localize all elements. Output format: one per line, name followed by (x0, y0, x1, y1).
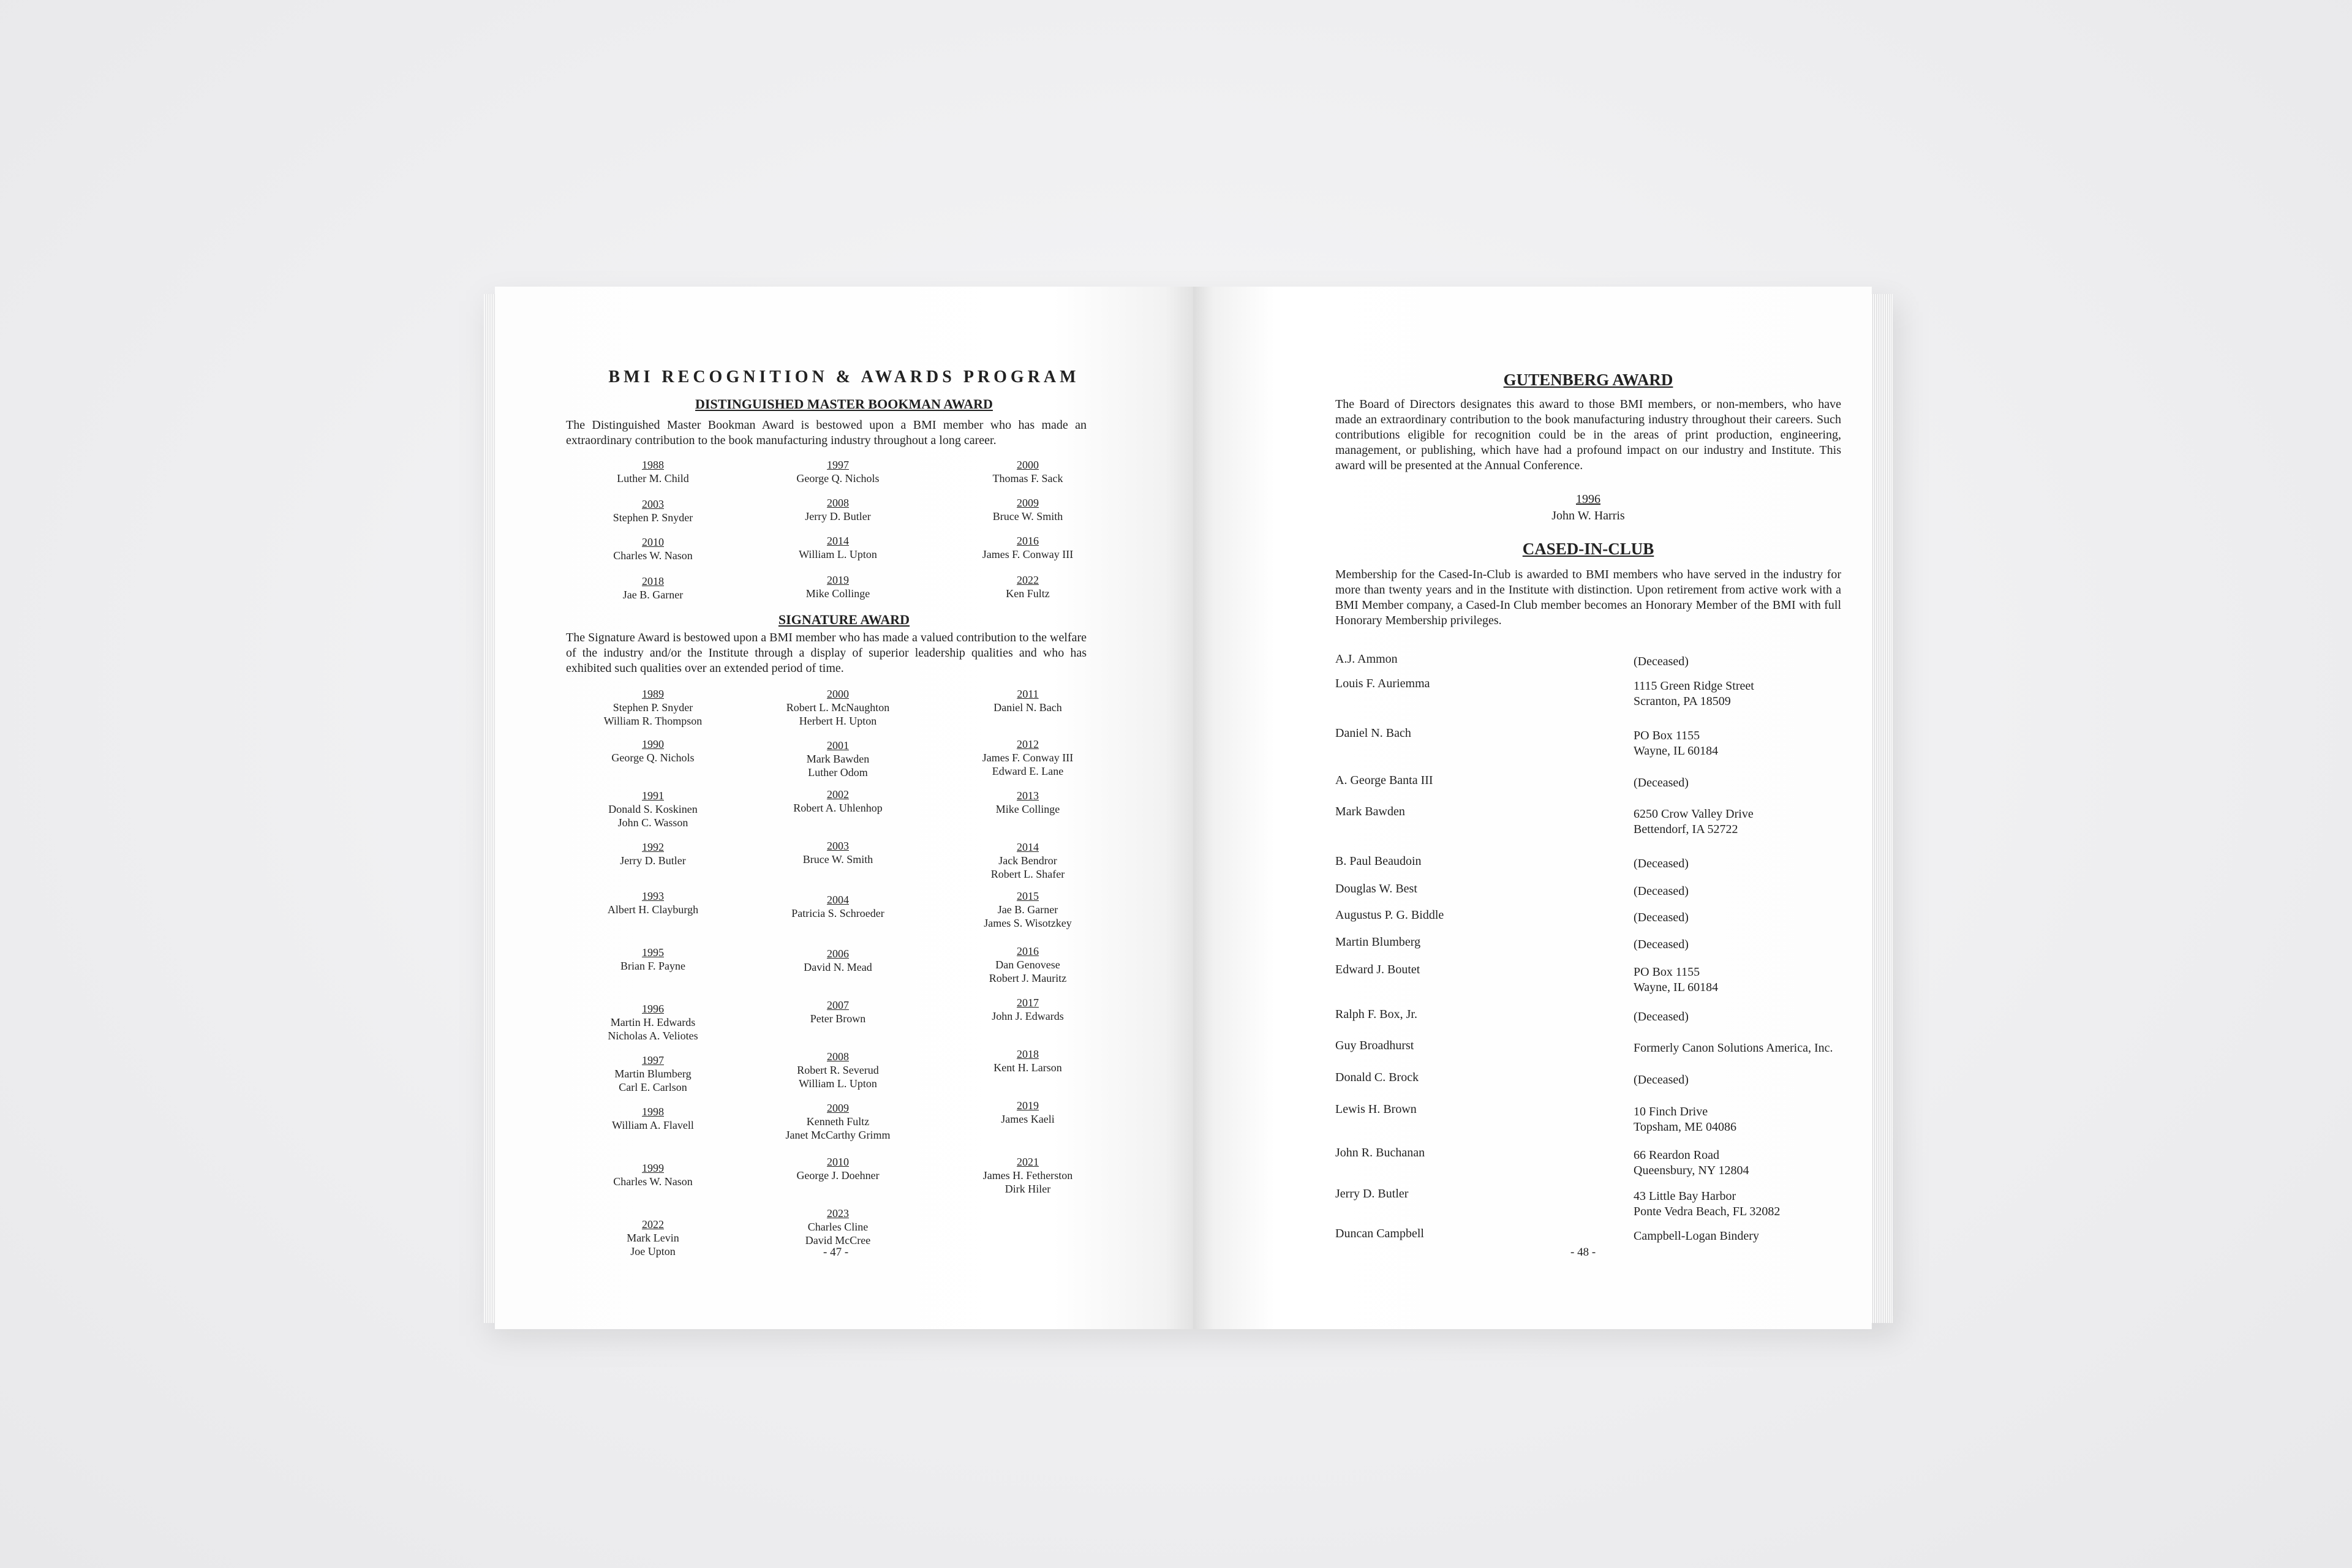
recipients-column (936, 458, 1120, 611)
dmba-heading: DISTINGUISHED MASTER BOOKMAN AWARD (695, 396, 993, 412)
recipient-name: John C. Wasson (617, 816, 688, 829)
signature-recipients-grid (566, 687, 1129, 1267)
member-name: Guy Broadhurst (1335, 1039, 1414, 1052)
recipient-name: Jerry D. Butler (805, 510, 871, 522)
member-info-line: Topsham, ME 04086 (1634, 1120, 1737, 1134)
award-year: 2006 (827, 948, 849, 960)
recipient-name: David McCree (805, 1234, 871, 1246)
member-info-line: Scranton, PA 18509 (1634, 695, 1731, 708)
member-name: Edward J. Boutet (1335, 963, 1420, 976)
recipient-name: Dirk Hiler (1005, 1183, 1051, 1195)
recipient-name: Mark Bawden (806, 753, 870, 765)
dmba-description: The Distinguished Master Bookman Award is bestowed upon a BMI member who has made an extraordinary contribution to the book manufacturing industry throughout a long career. (566, 418, 1087, 447)
award-entry (740, 496, 936, 534)
gutenberg-recipient (1335, 491, 1841, 524)
recipient-name: Ken Fultz (1006, 587, 1050, 600)
page-title: BMI RECOGNITION & AWARDS PROGRAM (608, 368, 1080, 386)
member-info-line: PO Box 1155 (1634, 965, 1700, 979)
member-info-line: 1115 Green Ridge Street (1634, 679, 1754, 693)
recipient-name: Brian F. Payne (620, 960, 686, 972)
recipient-name: George Q. Nichols (796, 472, 880, 484)
award-entry (936, 944, 1120, 996)
award-entry (740, 573, 936, 610)
member-info (1634, 1148, 1749, 1178)
recipient-name: Albert H. Clayburgh (607, 903, 699, 916)
award-entry (566, 458, 740, 497)
page-number-48: - 48 - (1570, 1246, 1596, 1259)
award-year: 2003 (642, 498, 664, 510)
award-entry (566, 1161, 740, 1218)
recipient-name: George J. Doehner (796, 1169, 880, 1182)
award-entry (740, 1155, 936, 1207)
award-entry (566, 497, 740, 535)
member-info-line: (Deceased) (1634, 776, 1689, 790)
member-info (1634, 1189, 1780, 1219)
member-name: A.J. Ammon (1335, 652, 1398, 666)
member-info (1634, 654, 1689, 669)
award-year: 2004 (827, 894, 849, 906)
member-info (1634, 775, 1689, 791)
member-info-line: Ponte Vedra Beach, FL 32082 (1634, 1205, 1781, 1218)
recipient-name: Peter Brown (810, 1012, 866, 1025)
member-name: A. George Banta III (1335, 774, 1433, 787)
award-year: 2018 (1017, 1048, 1039, 1060)
member-info-line: (Deceased) (1634, 857, 1689, 870)
award-entry (740, 739, 936, 788)
award-entry (566, 840, 740, 889)
member-name: Augustus P. G. Biddle (1335, 908, 1444, 922)
recipient-name: Kent H. Larson (993, 1061, 1062, 1074)
recipient-name: Edward E. Lane (992, 765, 1064, 777)
award-entry (566, 1054, 740, 1105)
award-year: 2010 (827, 1156, 849, 1168)
award-year: 1998 (642, 1106, 664, 1118)
member-name: Donald C. Brock (1335, 1071, 1419, 1084)
award-entry (936, 573, 1120, 610)
recipient-name: Mark Levin (627, 1232, 679, 1244)
recipient-name: James Kaeli (1001, 1113, 1055, 1125)
award-year: 2016 (1017, 945, 1039, 957)
gutenberg-heading: GUTENBERG AWARD (1503, 371, 1673, 389)
recipient-name: Bruce W. Smith (802, 853, 873, 865)
member-info (1634, 807, 1754, 837)
recipient-name: Stephen P. Snyder (612, 701, 693, 714)
dmba-recipients-grid (566, 458, 1129, 611)
award-entry (936, 840, 1120, 889)
member-name: Duncan Campbell (1335, 1227, 1424, 1240)
recipient-name: William R. Thompson (603, 715, 703, 727)
award-entry (566, 1002, 740, 1054)
member-info (1634, 884, 1689, 899)
award-year: 1988 (642, 459, 664, 471)
recipient-name: Charles W. Nason (613, 1175, 693, 1188)
recipient-name: James H. Fetherston (982, 1169, 1073, 1182)
member-info (1634, 965, 1718, 995)
member-info-line: (Deceased) (1634, 884, 1689, 898)
recipient-name: Robert L. Shafer (990, 868, 1065, 880)
award-entry (936, 789, 1120, 840)
award-entry (936, 687, 1120, 737)
award-year: 2018 (642, 575, 664, 587)
recipient-name: Luther Odom (808, 766, 868, 778)
member-info-line: (Deceased) (1634, 1010, 1689, 1023)
member-info (1634, 910, 1689, 925)
recipient-name: Jae B. Garner (622, 589, 684, 601)
recipients-column (740, 687, 936, 1267)
member-info-line: Wayne, IL 60184 (1634, 744, 1719, 758)
member-info-line: (Deceased) (1634, 1073, 1689, 1087)
award-year: 1993 (642, 890, 664, 902)
member-info-line: (Deceased) (1634, 655, 1689, 668)
member-info (1634, 1072, 1689, 1088)
award-entry (566, 575, 740, 611)
recipient-name: Martin Blumberg (614, 1068, 692, 1080)
member-info (1634, 1041, 1833, 1056)
recipient-name: William A. Flavell (612, 1119, 694, 1131)
recipient-name: William L. Upton (799, 548, 877, 560)
award-year: 1992 (642, 841, 664, 853)
gutenberg-description: The Board of Directors designates this award to those BMI members, or non-members, who have made an extraordinary contribution to the book manufacturing industry throughout their careers. Such contributions eligible for recognition could be in the areas of print production, engineering, management, or publishing, which have had a profound impact on our industry and Institute. This award will be presented at the Annual Conference. (1335, 398, 1841, 472)
recipient-name: Janet McCarthy Grimm (785, 1129, 891, 1141)
award-entry (566, 535, 740, 575)
member-info (1634, 1229, 1759, 1244)
recipient-name: Jerry D. Butler (620, 854, 686, 867)
award-entry (740, 788, 936, 839)
award-year: 2003 (827, 840, 849, 852)
member-info (1634, 856, 1689, 872)
recipient-name: Robert A. Uhlenhop (793, 802, 883, 814)
award-entry (936, 534, 1120, 573)
signature-heading: SIGNATURE AWARD (778, 612, 910, 627)
award-entry (740, 893, 936, 947)
member-name: Lewis H. Brown (1335, 1102, 1417, 1116)
member-info-line: 6250 Crow Valley Drive (1634, 807, 1754, 821)
member-name: Mark Bawden (1335, 805, 1405, 818)
award-year: 2008 (827, 1050, 849, 1063)
recipient-name: Herbert H. Upton (799, 715, 877, 727)
recipient-name: Daniel N. Bach (993, 701, 1062, 714)
award-year: 1997 (642, 1054, 664, 1066)
cased-in-club-members (1335, 652, 1872, 1243)
award-year: 2019 (1017, 1099, 1039, 1112)
award-entry (566, 737, 740, 789)
member-name: Martin Blumberg (1335, 935, 1421, 949)
recipient-name: Robert L. McNaughton (786, 701, 890, 714)
award-entry (566, 889, 740, 946)
award-year: 2002 (827, 788, 849, 801)
award-year: 2008 (827, 497, 849, 509)
member-info (1634, 679, 1754, 709)
recipient-name: Joe Upton (630, 1245, 676, 1257)
award-entry (740, 1101, 936, 1155)
award-entry (936, 1099, 1120, 1155)
member-name: Ralph F. Box, Jr. (1335, 1008, 1417, 1021)
page-48 (1193, 287, 1872, 1329)
member-info-line: Bettendorf, IA 52722 (1634, 823, 1738, 836)
recipient-name: James F. Conway III (982, 548, 1074, 560)
recipient-name: Robert R. Severud (797, 1064, 879, 1076)
award-entry (936, 1155, 1120, 1204)
recipient-name: Charles W. Nason (613, 549, 693, 562)
award-year: 2000 (827, 688, 849, 700)
gutenberg-year: 1996 (1576, 492, 1600, 506)
award-entry (936, 458, 1120, 496)
recipient-name: Charles Cline (807, 1221, 869, 1233)
award-entry (740, 1050, 936, 1101)
award-year: 2013 (1017, 790, 1039, 802)
award-entry (936, 496, 1120, 534)
recipients-column (566, 687, 740, 1267)
recipient-name: James F. Conway III (982, 752, 1074, 764)
recipient-name: Patricia S. Schroeder (791, 907, 884, 919)
award-entry (566, 687, 740, 737)
member-info (1634, 728, 1718, 759)
award-year: 2022 (642, 1218, 664, 1231)
award-entry (936, 1047, 1120, 1099)
member-info-line: 10 Finch Drive (1634, 1105, 1708, 1118)
award-year: 2014 (1017, 841, 1039, 853)
cased-in-club-description: Membership for the Cased-In-Club is awarded to BMI members who have served in the industry for more than twenty years and in the Institute with distinction. Upon retirement from active work with a BMI Member company, a Cased-In Club member becomes an Honorary Member of the BMI with full Honorary Membership privileges. (1335, 568, 1841, 627)
member-info (1634, 937, 1689, 952)
member-info-line: (Deceased) (1634, 911, 1689, 924)
award-entry (936, 737, 1120, 789)
recipient-name: Thomas F. Sack (992, 472, 1063, 484)
award-year: 2009 (1017, 497, 1039, 509)
member-name: Douglas W. Best (1335, 882, 1417, 895)
award-year: 2019 (827, 574, 849, 586)
member-name: Jerry D. Butler (1335, 1187, 1409, 1200)
award-year: 2023 (827, 1207, 849, 1219)
member-info-line: 66 Reardon Road (1634, 1148, 1719, 1162)
award-year: 2001 (827, 739, 849, 752)
member-name: John R. Buchanan (1335, 1146, 1425, 1159)
recipient-name: David N. Mead (804, 961, 872, 973)
award-year: 2016 (1017, 535, 1039, 547)
gutenberg-recipient-name: John W. Harris (1551, 509, 1625, 522)
award-entry (740, 458, 936, 496)
page-number-47: - 47 - (823, 1246, 849, 1259)
award-entry (740, 998, 936, 1050)
award-year: 2000 (1017, 459, 1039, 471)
page-edges-right (1869, 294, 1893, 1323)
award-year: 1999 (642, 1162, 664, 1174)
award-year: 2022 (1017, 574, 1039, 586)
cased-in-club-heading: CASED-IN-CLUB (1522, 540, 1654, 558)
award-entry (566, 789, 740, 840)
recipients-column (740, 458, 936, 611)
award-year: 1991 (642, 790, 664, 802)
award-year: 2007 (827, 999, 849, 1011)
award-entry (740, 947, 936, 998)
recipient-name: Dan Genovese (995, 959, 1060, 971)
member-info-line: (Deceased) (1634, 938, 1689, 951)
member-info-line: Wayne, IL 60184 (1634, 981, 1719, 994)
recipient-name: Bruce W. Smith (992, 510, 1063, 522)
award-entry (936, 889, 1120, 944)
recipient-name: Nicholas A. Veliotes (608, 1030, 698, 1042)
award-year: 1996 (642, 1003, 664, 1015)
recipients-column (566, 458, 740, 611)
award-year: 2015 (1017, 890, 1039, 902)
award-entry (740, 687, 936, 739)
member-name: B. Paul Beaudoin (1335, 854, 1422, 868)
award-entry (740, 534, 936, 573)
recipient-name: Kenneth Fultz (806, 1115, 870, 1128)
signature-description: The Signature Award is bestowed upon a BMI member who has made a valued contribution to the welfare of the industry and/or the Institute through a display of superior leadership qualities and who has exhibited such qualities over an extended period of time. (566, 631, 1087, 675)
award-year: 2021 (1017, 1156, 1039, 1168)
recipient-name: Martin H. Edwards (610, 1016, 696, 1028)
recipient-name: Jae B. Garner (997, 903, 1058, 916)
award-year: 1995 (642, 946, 664, 959)
award-year: 2017 (1017, 997, 1039, 1009)
recipient-name: Robert J. Mauritz (989, 972, 1067, 984)
award-year: 1990 (642, 738, 664, 750)
member-info-line: PO Box 1155 (1634, 729, 1700, 742)
award-year: 2010 (642, 536, 664, 548)
recipient-name: John J. Edwards (992, 1010, 1064, 1022)
award-entry (566, 1218, 740, 1267)
recipient-name: Mike Collinge (805, 587, 870, 600)
award-year: 2012 (1017, 738, 1039, 750)
award-year: 2014 (827, 535, 849, 547)
recipient-name: Carl E. Carlson (619, 1081, 687, 1093)
page-47 (495, 287, 1193, 1329)
member-info (1634, 1009, 1689, 1025)
member-info-line: Campbell-Logan Bindery (1634, 1229, 1759, 1243)
recipient-name: William L. Upton (799, 1077, 877, 1090)
member-info-line: Formerly Canon Solutions America, Inc. (1634, 1041, 1833, 1055)
recipient-name: James S. Wisotzkey (984, 917, 1072, 929)
open-book (484, 287, 1893, 1329)
recipient-name: George Q. Nichols (611, 752, 695, 764)
award-entry (566, 1105, 740, 1161)
award-entry (740, 839, 936, 893)
recipient-name: Donald S. Koskinen (608, 803, 698, 815)
member-info-line: 43 Little Bay Harbor (1634, 1189, 1736, 1203)
recipient-name: Stephen P. Snyder (612, 511, 693, 524)
recipient-name: Luther M. Child (617, 472, 689, 484)
award-year: 2011 (1017, 688, 1039, 700)
member-info (1634, 1104, 1736, 1135)
award-year: 1989 (642, 688, 664, 700)
member-name: Louis F. Auriemma (1335, 677, 1430, 690)
award-entry (566, 946, 740, 1002)
member-name: Daniel N. Bach (1335, 726, 1411, 740)
recipient-name: Jack Bendror (998, 854, 1057, 867)
member-info-line: Queensbury, NY 12804 (1634, 1164, 1749, 1177)
award-year: 1997 (827, 459, 849, 471)
recipients-column (936, 687, 1120, 1267)
award-entry (936, 996, 1120, 1047)
award-year: 2009 (827, 1102, 849, 1114)
recipient-name: Mike Collinge (995, 803, 1060, 815)
